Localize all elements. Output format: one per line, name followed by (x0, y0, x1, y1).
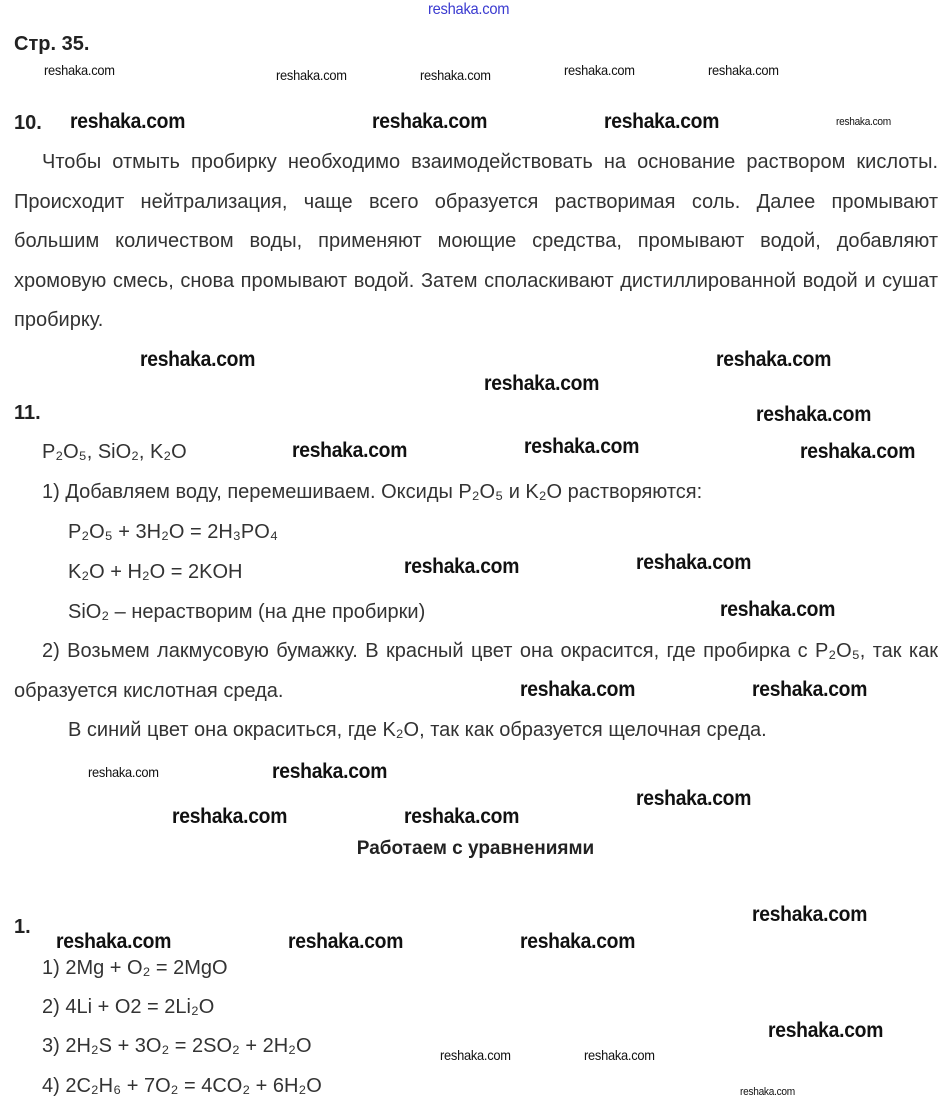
watermark: reshaka.com (768, 1019, 884, 1042)
watermark: reshaka.com (752, 678, 868, 701)
watermark: reshaka.com (564, 62, 635, 78)
watermark: reshaka.com (372, 110, 488, 133)
watermark: reshaka.com (800, 440, 916, 463)
watermark: reshaka.com (708, 62, 779, 78)
watermark: reshaka.com (404, 555, 520, 578)
watermark: reshaka.com (636, 787, 752, 810)
oxides-list: P₂O₅, SiO₂, K₂O (42, 441, 187, 463)
watermark: reshaka.com (404, 805, 520, 828)
step-2b: В синий цвет она окраситься, где K₂O, так как образуется щелочная среда. (68, 719, 767, 741)
watermark: reshaka.com (584, 1047, 655, 1063)
watermark: reshaka.com (288, 930, 404, 953)
watermark: reshaka.com (44, 62, 115, 78)
task-number-1: 1. (14, 916, 31, 938)
task-number-11: 11. (14, 402, 41, 424)
equation: 1) 2Mg + O₂ = 2MgO (42, 957, 228, 979)
watermark: reshaka.com (524, 435, 640, 458)
watermark: reshaka.com (292, 439, 408, 462)
step-1: 1) Добавляем воду, перемешиваем. Оксиды P₂O₅ и K₂O растворяются: (42, 481, 703, 503)
watermark: reshaka.com (720, 598, 836, 621)
watermark: reshaka.com (752, 903, 868, 926)
watermark-link[interactable]: reshaka.com (428, 1, 510, 18)
watermark: reshaka.com (140, 348, 256, 371)
watermark: reshaka.com (420, 67, 491, 83)
watermark: reshaka.com (172, 805, 288, 828)
equation: 3) 2H₂S + 3O₂ = 2SO₂ + 2H₂O (42, 1035, 312, 1057)
watermark: reshaka.com (70, 110, 186, 133)
equation: K₂O + H₂O = 2KOH (68, 561, 243, 583)
watermark: reshaka.com (484, 372, 600, 395)
equation: 4) 2C₂H₆ + 7O₂ = 4CO₂ + 6H₂O (42, 1075, 322, 1097)
watermark: reshaka.com (740, 1086, 795, 1098)
watermark: reshaka.com (440, 1047, 511, 1063)
equation: SiO₂ – нерастворим (на дне пробирки) (68, 601, 426, 623)
watermark: reshaka.com (604, 110, 720, 133)
watermark: reshaka.com (520, 930, 636, 953)
watermark: reshaka.com (836, 116, 891, 128)
step-2: 2) Возьмем лакмусовую бумажку. В красный цвет она окрасится, где пробирка с P₂O₅, так как образуется кислотная среда. (14, 640, 938, 702)
equation: P₂O₅ + 3H₂O = 2H₃PO₄ (68, 521, 278, 543)
watermark: reshaka.com (636, 551, 752, 574)
task-number-10: 10. (14, 112, 42, 134)
watermark: reshaka.com (756, 403, 872, 426)
equation: 2) 4Li + O2 = 2Li₂O (42, 996, 215, 1018)
section-title: Работаем с уравнениями (356, 838, 595, 859)
watermark: reshaka.com (272, 760, 388, 783)
watermark: reshaka.com (716, 348, 832, 371)
watermark: reshaka.com (88, 764, 159, 780)
watermark: reshaka.com (520, 678, 636, 701)
task10-text: Чтобы отмыть пробирку необходимо взаимодействовать на основание раствором кислоты. Происходит нейтрализация, чаще всего образуется растворимая соль. Далее промывают большим количеством воды, применяют моющие средства, промывают водой, добавляют хромовую смесь, снова промывают водой. Затем споласкивают дистиллированной водой и сушат пробирку. (14, 151, 938, 332)
watermark: reshaka.com (276, 67, 347, 83)
page-label: Стр. 35. (14, 33, 90, 55)
watermark: reshaka.com (56, 930, 172, 953)
